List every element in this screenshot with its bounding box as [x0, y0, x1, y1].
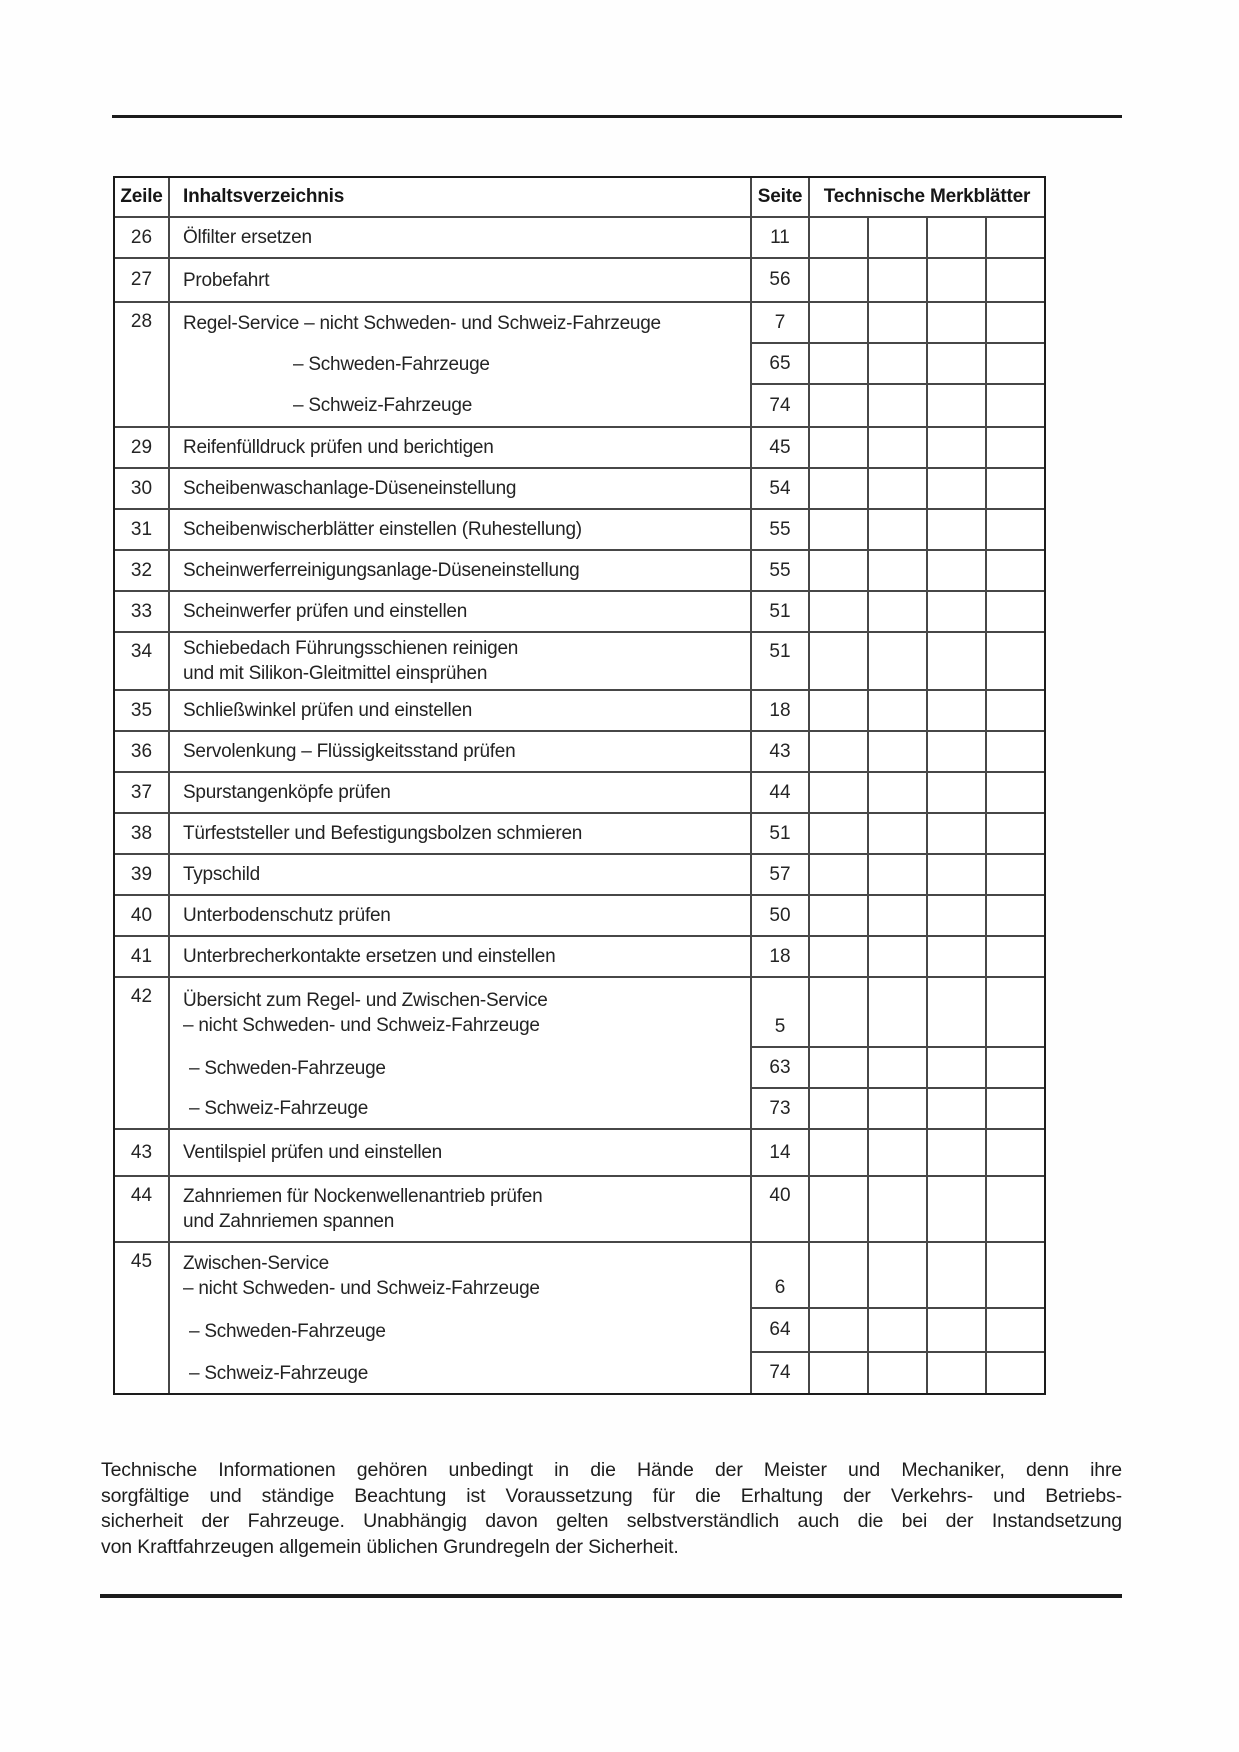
merkblatt-cell [869, 1353, 928, 1393]
content-line: Scheibenwaschanlage-Düseneinstellung [183, 478, 517, 499]
table-row [115, 732, 1044, 773]
header-cell-merkblaetter: Technische Merkblätter [823, 186, 1031, 207]
footer-line: sorgfältige und ständige Beachtung ist Voraussetzung für die Erhaltung der Verkehrs- und Betriebs- [101, 1484, 1122, 1507]
table-row [115, 303, 1044, 428]
content-line: Zahnriemen für Nockenwellenantrieb prüfen [183, 1186, 543, 1207]
content-cell [170, 1309, 752, 1353]
page-cell: 74 [752, 1353, 810, 1393]
zeile-cell: 26 [115, 218, 170, 257]
merkblatt-cell [869, 551, 928, 590]
page-cell: 5 [752, 978, 810, 1048]
page-cell: 11 [752, 218, 810, 257]
zeile-cell: 28 [115, 303, 170, 426]
zeile-cell: 38 [115, 814, 170, 853]
merkblatt-cell [810, 773, 869, 812]
content-cell [170, 633, 752, 689]
content-cell [170, 385, 752, 426]
merkblatt-cell [810, 1089, 869, 1128]
merkblatt-cell [987, 1089, 1044, 1128]
content-line: und mit Silikon-Gleitmittel einsprühen [183, 663, 488, 684]
content-cell [170, 303, 752, 344]
content-cell [170, 469, 752, 508]
table-row [115, 937, 1044, 978]
merkblatt-cell [928, 1177, 987, 1241]
merkblatt-cell [810, 385, 869, 426]
zeile-cell: 35 [115, 691, 170, 730]
merkblatt-cell [810, 896, 869, 935]
content-cell [170, 937, 752, 976]
page-cell: 6 [752, 1243, 810, 1309]
merkblatt-cell [987, 469, 1044, 508]
zeile-cell: 39 [115, 855, 170, 894]
merkblatt-cell [869, 592, 928, 631]
merkblatt-cell [810, 1243, 869, 1309]
merkblatt-cell [810, 855, 869, 894]
page-cell: 65 [752, 344, 810, 385]
table-row [115, 592, 1044, 633]
table-row [115, 218, 1044, 259]
page-cell: 57 [752, 855, 810, 894]
content-line: Ölfilter ersetzen [183, 227, 312, 248]
merkblatt-cell [928, 691, 987, 730]
content-line: – nicht Schweden- und Schweiz-Fahrzeuge [183, 1015, 540, 1036]
merkblatt-cell [987, 1353, 1044, 1393]
content-line: Scheinwerfer prüfen und einstellen [183, 601, 468, 622]
header-cell-inhalt: Inhaltsverzeichnis [170, 178, 752, 216]
zeile-cell: 44 [115, 1177, 170, 1241]
merkblatt-cell [987, 896, 1044, 935]
bottom-rule [100, 1594, 1122, 1598]
zeile-cell: 37 [115, 773, 170, 812]
merkblatt-cell [810, 1048, 869, 1089]
merkblatt-cell [869, 344, 928, 385]
merkblatt-cell [928, 814, 987, 853]
merkblatt-cell [869, 218, 928, 257]
merkblatt-cell [987, 218, 1044, 257]
merkblatt-cell [810, 303, 869, 344]
content-cell [170, 259, 752, 301]
content-cell [170, 978, 752, 1048]
zeile-cell: 45 [115, 1243, 170, 1393]
merkblatt-cell [987, 385, 1044, 426]
zeile-cell: 41 [115, 937, 170, 976]
content-cell [170, 428, 752, 467]
merkblatt-cell [869, 303, 928, 344]
table-row [115, 855, 1044, 896]
merkblatt-cell [869, 1309, 928, 1353]
merkblatt-cell [810, 937, 869, 976]
header-cell-zeile: Zeile [115, 178, 170, 216]
zeile-cell: 31 [115, 510, 170, 549]
merkblatt-cell [810, 732, 869, 771]
merkblatt-cell [810, 1353, 869, 1393]
page-cell: 44 [752, 773, 810, 812]
content-line: Übersicht zum Regel- und Zwischen-Service [183, 990, 548, 1011]
merkblatt-cell [869, 1089, 928, 1128]
table-row [115, 1243, 1044, 1393]
content-line: Typschild [183, 864, 260, 885]
content-line: – Schweiz-Fahrzeuge [189, 1098, 369, 1119]
content-line: Reifenfülldruck prüfen und berichtigen [183, 437, 494, 458]
merkblatt-cell [987, 344, 1044, 385]
content-cell [170, 344, 752, 385]
merkblatt-cell [987, 1048, 1044, 1089]
merkblatt-cell [987, 510, 1044, 549]
page-cell: 40 [752, 1177, 810, 1241]
merkblatt-cell [928, 259, 987, 301]
merkblatt-cell [987, 633, 1044, 689]
merkblatt-cell [928, 1243, 987, 1309]
merkblatt-cell [810, 259, 869, 301]
merkblatt-cell [869, 978, 928, 1048]
merkblatt-cell [869, 1048, 928, 1089]
page-cell: 55 [752, 510, 810, 549]
content-cell [170, 218, 752, 257]
merkblatt-cell [928, 303, 987, 344]
merkblatt-cell [987, 303, 1044, 344]
table-row [115, 428, 1044, 469]
content-line: Zwischen-Service [183, 1253, 329, 1274]
table-row [115, 469, 1044, 510]
merkblatt-cell [869, 1130, 928, 1175]
content-line: und Zahnriemen spannen [183, 1211, 395, 1232]
merkblatt-cell [928, 896, 987, 935]
content-line: Schließwinkel prüfen und einstellen [183, 700, 473, 721]
footer-line: Technische Informationen gehören unbedingt in die Hände der Meister und Mechaniker, denn ihre [101, 1459, 1122, 1481]
merkblatt-cell [987, 732, 1044, 771]
merkblatt-cell [928, 978, 987, 1048]
merkblatt-cell [987, 691, 1044, 730]
merkblatt-cell [869, 385, 928, 426]
merkblatt-cell [987, 1243, 1044, 1309]
table-row [115, 259, 1044, 303]
content-cell [170, 1177, 752, 1241]
top-rule [112, 115, 1122, 118]
merkblatt-cell [987, 978, 1044, 1048]
page-cell: 55 [752, 551, 810, 590]
content-line: – Schweden-Fahrzeuge [189, 1058, 386, 1079]
zeile-cell: 36 [115, 732, 170, 771]
table-row [115, 633, 1044, 691]
merkblatt-cell [928, 773, 987, 812]
page-cell: 50 [752, 896, 810, 935]
merkblatt-cell [869, 855, 928, 894]
content-cell [170, 732, 752, 771]
page-cell: 45 [752, 428, 810, 467]
zeile-cell: 33 [115, 592, 170, 631]
page-cell: 73 [752, 1089, 810, 1128]
merkblatt-cell [928, 510, 987, 549]
merkblatt-cell [810, 633, 869, 689]
merkblatt-cell [987, 814, 1044, 853]
merkblatt-cell [869, 937, 928, 976]
page-cell: 51 [752, 633, 810, 689]
zeile-cell: 42 [115, 978, 170, 1128]
merkblatt-cell [869, 732, 928, 771]
content-line: – Schweden-Fahrzeuge [189, 1320, 386, 1342]
content-line: Servolenkung – Flüssigkeitsstand prüfen [183, 741, 516, 762]
merkblatt-cell [987, 773, 1044, 812]
merkblatt-cell [810, 510, 869, 549]
merkblatt-cell [810, 814, 869, 853]
table-row [115, 814, 1044, 855]
merkblatt-cell [810, 1177, 869, 1241]
merkblatt-cell [810, 1309, 869, 1353]
table-row [115, 691, 1044, 732]
contents-table [113, 176, 1046, 1395]
content-line: Scheibenwischerblätter einstellen (Ruhestellung) [183, 519, 582, 540]
merkblatt-cell [987, 592, 1044, 631]
merkblatt-cell [810, 1130, 869, 1175]
zeile-cell: 34 [115, 633, 170, 689]
content-line: – Schweiz-Fahrzeuge [189, 1362, 369, 1384]
merkblatt-cell [928, 469, 987, 508]
merkblatt-cell [928, 344, 987, 385]
merkblatt-cell [869, 814, 928, 853]
merkblatt-cell [987, 855, 1044, 894]
content-cell [170, 510, 752, 549]
merkblatt-cell [987, 937, 1044, 976]
footer-paragraph [101, 1458, 1122, 1560]
content-cell [170, 896, 752, 935]
zeile-cell: 32 [115, 551, 170, 590]
header-cell-seite: Seite [752, 178, 810, 216]
content-cell [170, 1130, 752, 1175]
content-line: – Schweiz-Fahrzeuge [293, 395, 473, 416]
content-cell [170, 773, 752, 812]
merkblatt-cell [810, 469, 869, 508]
table-row [115, 1177, 1044, 1243]
merkblatt-cell [987, 428, 1044, 467]
merkblatt-cell [987, 259, 1044, 301]
merkblatt-cell [810, 592, 869, 631]
merkblatt-cell [869, 773, 928, 812]
content-line: Unterbodenschutz prüfen [183, 905, 391, 926]
merkblatt-cell [869, 259, 928, 301]
merkblatt-cell [987, 1130, 1044, 1175]
merkblatt-cell [928, 633, 987, 689]
table-row [115, 896, 1044, 937]
page-cell: 56 [752, 259, 810, 301]
content-line: – nicht Schweden- und Schweiz-Fahrzeuge [183, 1278, 540, 1299]
merkblatt-cell [928, 937, 987, 976]
content-line: Scheinwerferreinigungsanlage-Düseneinstellung [183, 560, 580, 581]
page-cell: 64 [752, 1309, 810, 1353]
merkblatt-cell [869, 691, 928, 730]
zeile-cell: 30 [115, 469, 170, 508]
merkblatt-cell [869, 469, 928, 508]
zeile-cell: 43 [115, 1130, 170, 1175]
merkblatt-cell [869, 896, 928, 935]
content-line: Unterbrecherkontakte ersetzen und einstellen [183, 946, 556, 967]
table-row [115, 773, 1044, 814]
merkblatt-cell [928, 1309, 987, 1353]
merkblatt-cell [810, 344, 869, 385]
merkblatt-cell [928, 1048, 987, 1089]
merkblatt-cell [869, 510, 928, 549]
merkblatt-cell [928, 592, 987, 631]
content-line: Spurstangenköpfe prüfen [183, 782, 391, 803]
merkblatt-cell [928, 1130, 987, 1175]
content-line: Türfeststeller und Befestigungsbolzen schmieren [183, 823, 583, 844]
merkblatt-cell [869, 633, 928, 689]
content-cell [170, 1353, 752, 1393]
content-cell [170, 691, 752, 730]
page-cell: 63 [752, 1048, 810, 1089]
zeile-cell: 29 [115, 428, 170, 467]
page-cell: 18 [752, 937, 810, 976]
footer-line: sicherheit der Fahrzeuge. Unabhängig davon gelten selbstverständlich auch die bei der Instandsetzung [101, 1510, 1122, 1532]
merkblatt-cell [987, 1309, 1044, 1353]
page-cell: 18 [752, 691, 810, 730]
merkblatt-cell [869, 1243, 928, 1309]
merkblatt-cell [928, 218, 987, 257]
content-line: Regel-Service – nicht Schweden- und Schweiz-Fahrzeuge [183, 313, 661, 334]
page-cell: 74 [752, 385, 810, 426]
zeile-cell: 40 [115, 896, 170, 935]
merkblatt-cell [928, 1353, 987, 1393]
content-cell [170, 592, 752, 631]
page-cell: 51 [752, 814, 810, 853]
merkblatt-cell [810, 428, 869, 467]
content-cell [170, 1243, 752, 1309]
table-row [115, 1130, 1044, 1177]
content-cell [170, 551, 752, 590]
merkblatt-cell [810, 978, 869, 1048]
content-line: – Schweden-Fahrzeuge [293, 354, 490, 375]
merkblatt-cell [928, 385, 987, 426]
merkblatt-cell [928, 551, 987, 590]
merkblatt-cell [928, 855, 987, 894]
page-cell: 51 [752, 592, 810, 631]
content-line: Schiebedach Führungsschienen reinigen [183, 638, 519, 659]
content-cell [170, 1089, 752, 1128]
merkblatt-cell [928, 1089, 987, 1128]
merkblatt-cell [869, 428, 928, 467]
content-line: Ventilspiel prüfen und einstellen [183, 1142, 442, 1163]
merkblatt-cell [928, 428, 987, 467]
content-line: Probefahrt [183, 269, 270, 291]
table-row [115, 978, 1044, 1130]
content-cell [170, 855, 752, 894]
merkblatt-cell [928, 732, 987, 771]
page-cell: 7 [752, 303, 810, 344]
merkblatt-cell [810, 551, 869, 590]
footer-line: von Kraftfahrzeugen allgemein üblichen Grundregeln der Sicherheit. [101, 1535, 679, 1558]
merkblatt-cell [869, 1177, 928, 1241]
page-cell: 14 [752, 1130, 810, 1175]
table-row [115, 510, 1044, 551]
page-cell: 43 [752, 732, 810, 771]
merkblatt-cell [987, 1177, 1044, 1241]
merkblatt-cell [987, 551, 1044, 590]
content-cell [170, 1048, 752, 1089]
zeile-cell: 27 [115, 259, 170, 301]
table-header-row [115, 178, 1044, 218]
table-row [115, 551, 1044, 592]
content-cell [170, 814, 752, 853]
merkblatt-cell [810, 691, 869, 730]
page-cell: 54 [752, 469, 810, 508]
merkblatt-cell [810, 218, 869, 257]
